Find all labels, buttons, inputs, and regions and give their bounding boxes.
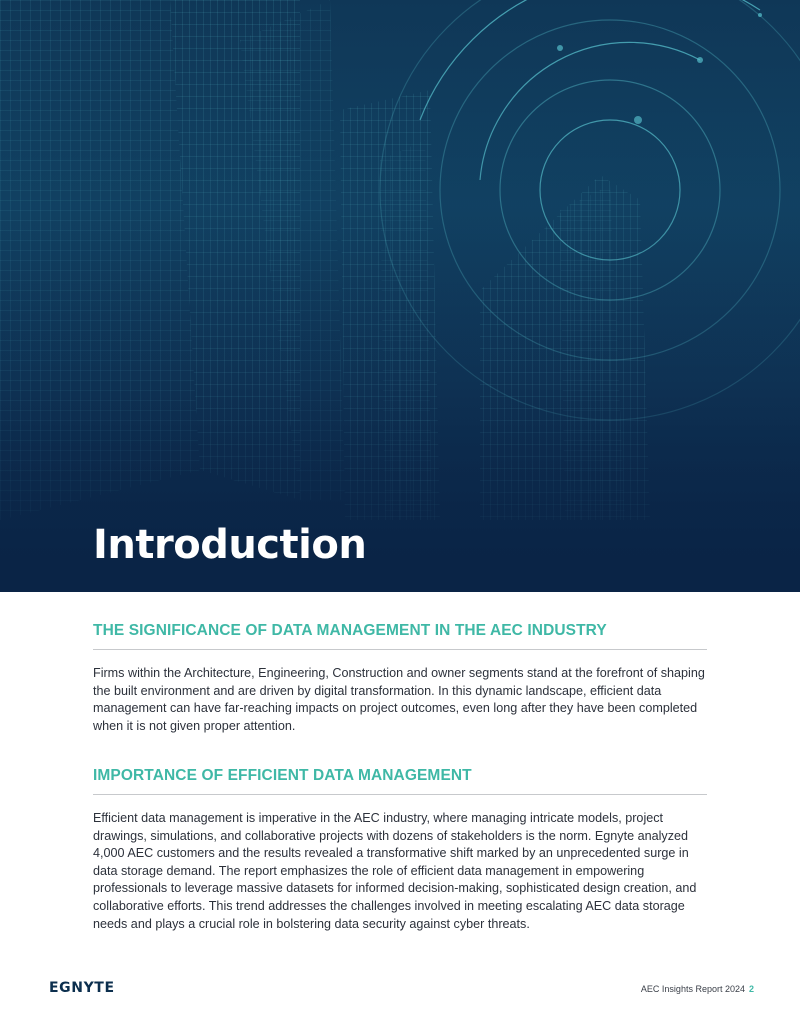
section-heading: THE SIGNIFICANCE OF DATA MANAGEMENT IN THE AEC INDUSTRY [93,622,707,650]
section-body: Efficient data management is imperative in the AEC industry, where managing intricate models, project drawings, simulations, and collaborative projects with dozens of stakeholders is the norm. Egnyte analyzed 4,000 AEC customers and the results revealed a transformative shift marked by an unprecedented surge in data storage demand. The report emphasizes the role of efficient data management in empowering professionals to leverage massive datasets for informed decision-making, sophisticated design creation, and collaborative efforts. This trend addresses the challenges involved in meeting escalating AEC data storage needs and plays a crucial role in bolstering data security against cyber threats. [93,811,697,931]
report-name: AEC Insights Report 2024 [640,984,745,994]
page-footer [641,984,754,994]
section-body: Firms within the Architecture, Engineering, Construction and owner segments stand at the forefront of shaping the built environment and are driven by digital transformation. In this dynamic landscape, efficient data management can have far-reaching impacts on project outcomes, even long after they have been completed when it is not given proper attention. [93,666,705,733]
page-title: Introduction [93,522,367,568]
section-heading: IMPORTANCE OF EFFICIENT DATA MANAGEMENT [93,767,707,795]
page-number: 2 [748,984,754,994]
egnyte-logo: EGNYTE [49,980,115,996]
section-importance [93,767,707,933]
section-significance [93,622,707,735]
